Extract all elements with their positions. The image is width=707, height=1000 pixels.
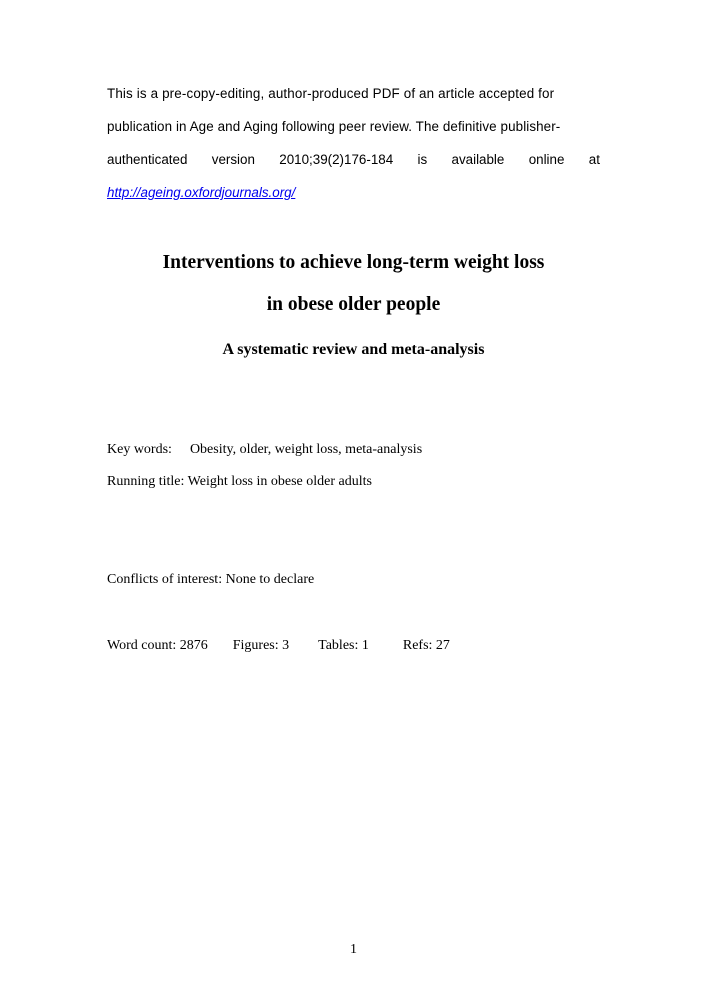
word-count: Word count: 2876 <box>107 638 208 653</box>
copyright-notice-line-1: This is a pre-copy-editing, author-produced PDF of an article accepted for <box>107 86 555 101</box>
journal-link-line <box>107 184 600 202</box>
notice-word: 2010;39(2)176-184 <box>279 152 394 167</box>
notice-word: authenticated <box>107 152 188 167</box>
paper-title-line-2: in obese older people <box>266 294 441 315</box>
notice-word: available <box>451 152 505 167</box>
journal-link[interactable]: http://ageing.oxfordjournals.org/ <box>107 185 296 200</box>
notice-word: at <box>588 152 600 167</box>
keywords-line <box>107 441 422 459</box>
conflicts-of-interest: Conflicts of interest: None to declare <box>107 572 315 587</box>
notice-word: is <box>417 152 428 167</box>
figures-count: Figures: 3 <box>232 638 290 653</box>
notice-word: version <box>211 152 255 167</box>
page-number: 1 <box>350 942 357 957</box>
notice-word: online <box>528 152 565 167</box>
refs-count: Refs: 27 <box>402 638 450 653</box>
copyright-notice-line-3 <box>107 151 600 169</box>
keywords-label: Key words: <box>107 442 172 457</box>
counts-line <box>107 637 450 655</box>
keywords-value: Obesity, older, weight loss, meta-analysis <box>189 442 423 457</box>
tables-count: Tables: 1 <box>318 638 369 653</box>
paper-title-line-1: Interventions to achieve long-term weight loss <box>162 252 545 273</box>
paper-subtitle: A systematic review and meta-analysis <box>222 341 485 358</box>
running-title: Running title: Weight loss in obese older adults <box>107 474 372 489</box>
copyright-notice-line-2: publication in Age and Aging following peer review. The definitive publisher- <box>107 119 561 134</box>
